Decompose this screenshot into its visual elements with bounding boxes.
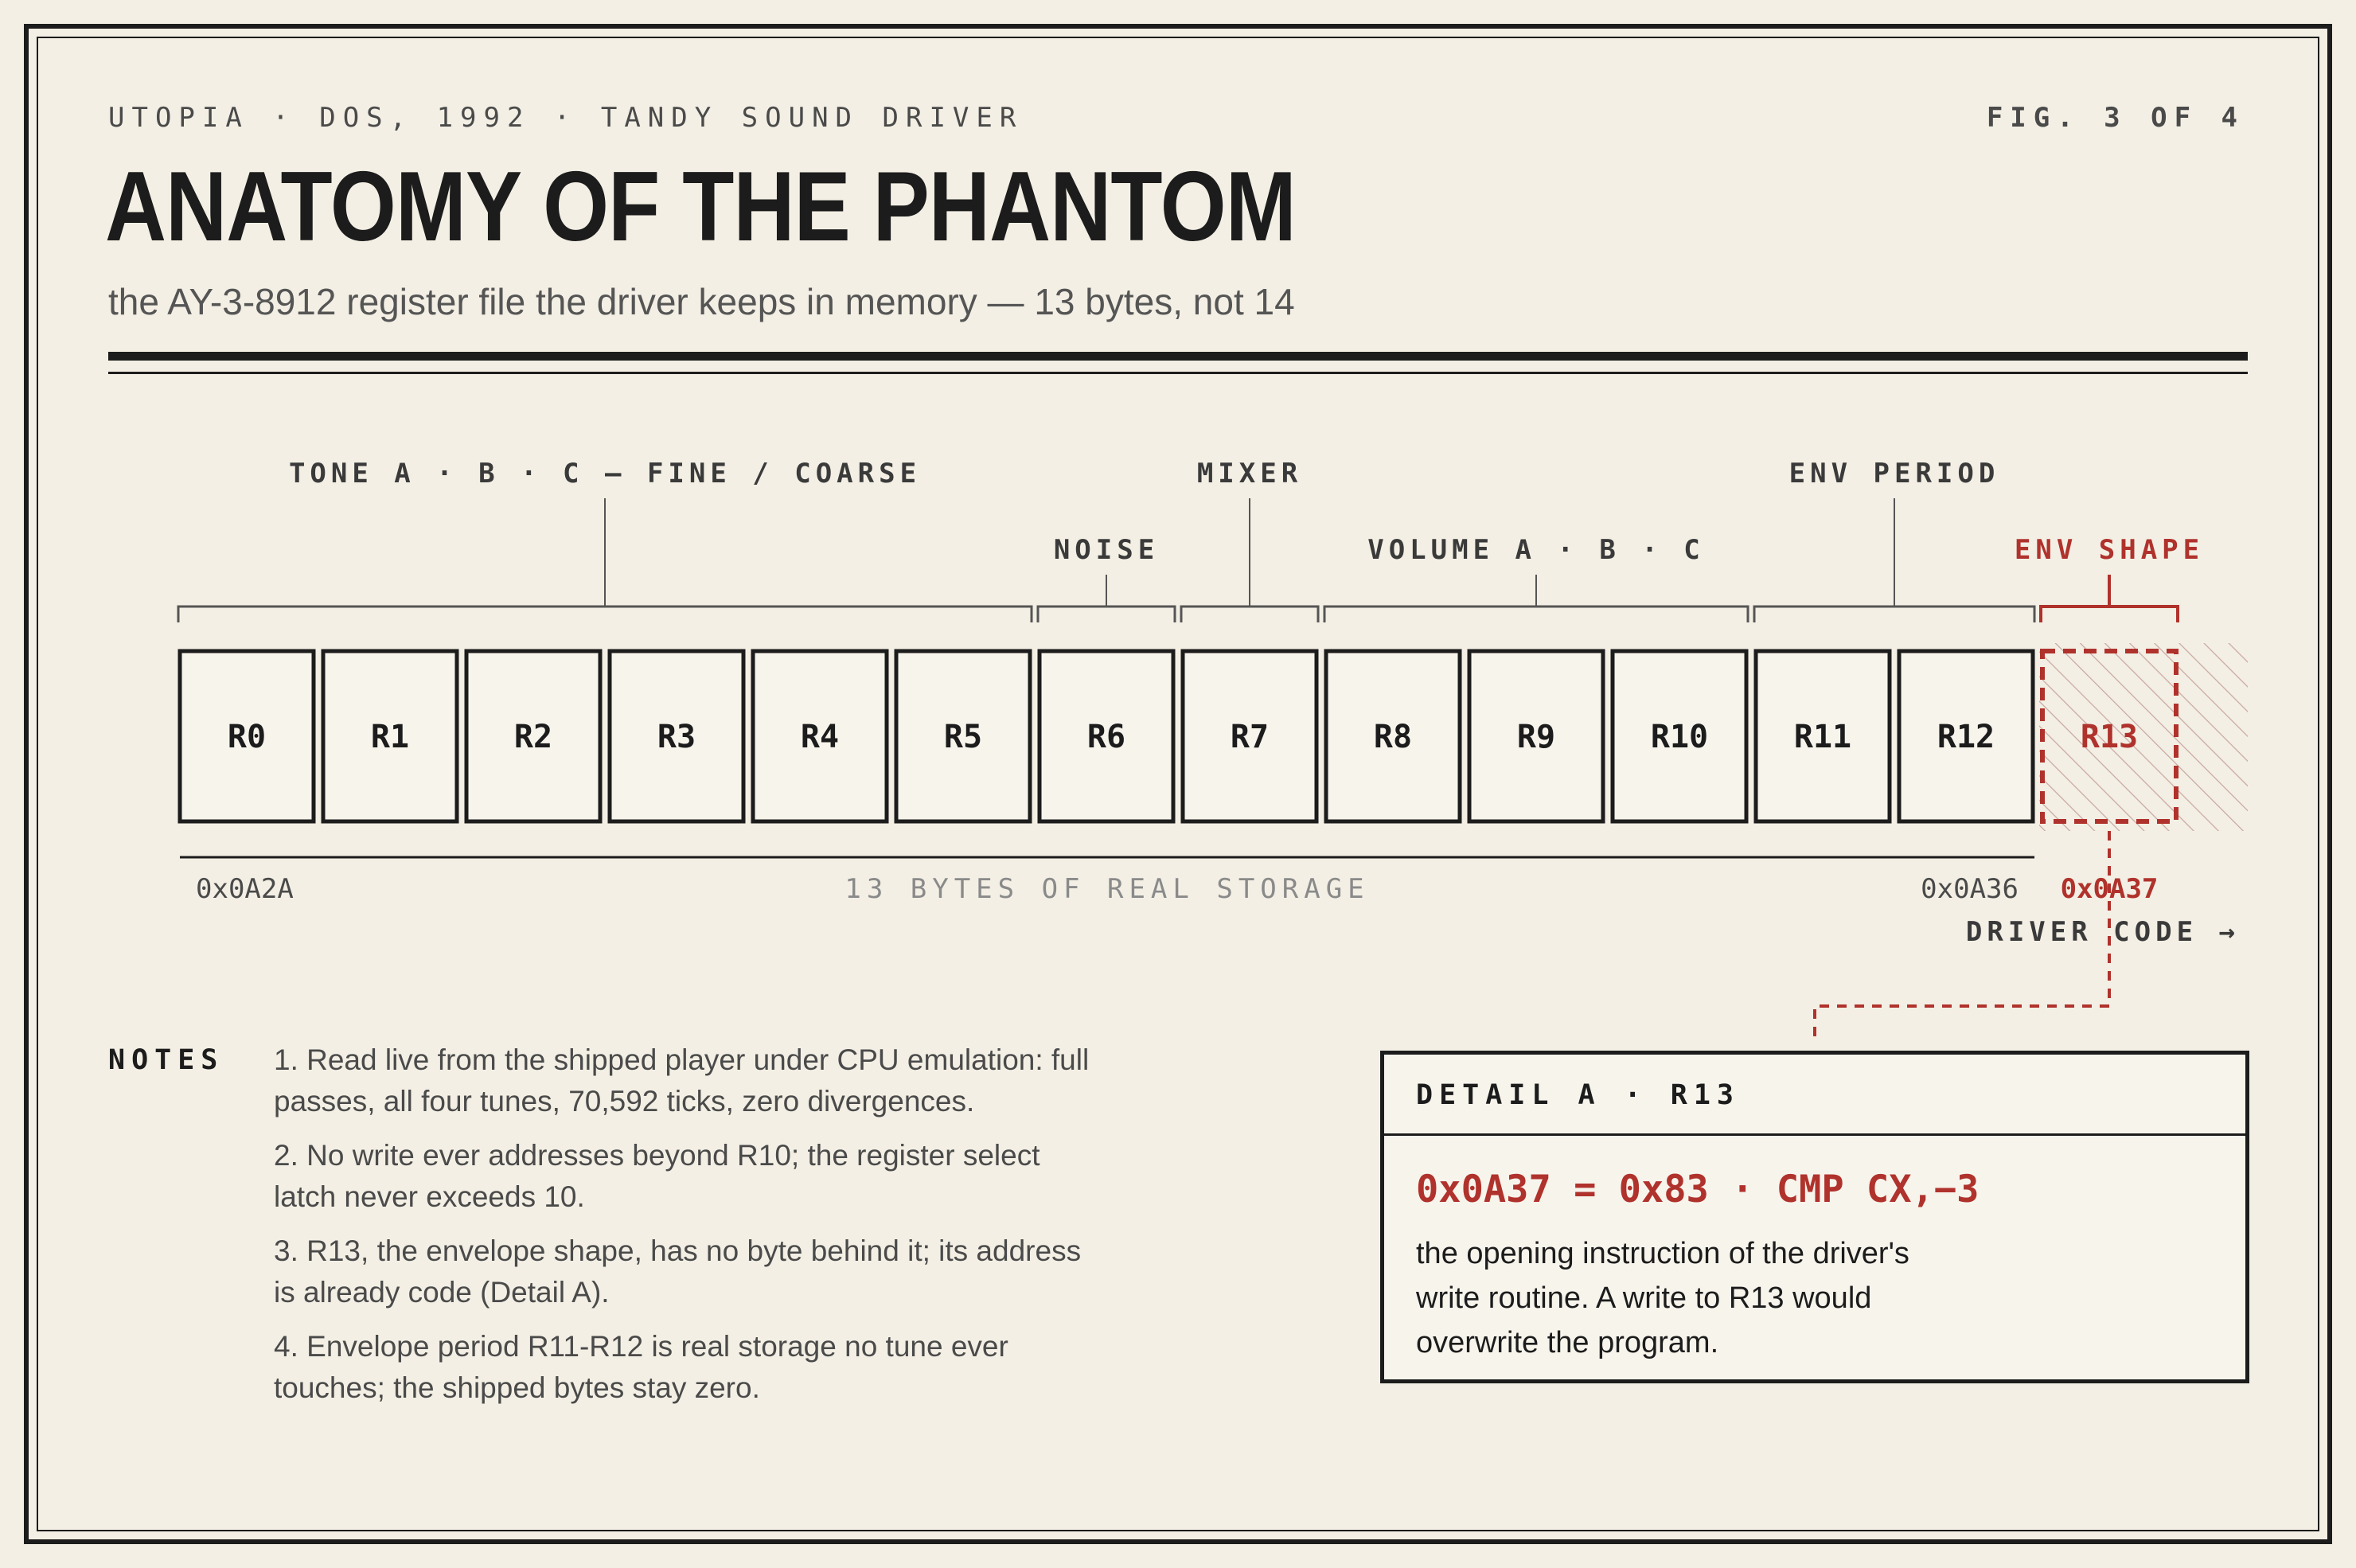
register-label: R13 [2080,719,2139,755]
register-label: R8 [1373,719,1413,755]
notes-label: NOTES [108,1044,224,1076]
register-label: R5 [943,719,983,755]
register-label: R0 [227,719,267,755]
group-bracket [1038,607,1175,622]
storage-label: 13 BYTES OF REAL STORAGE [844,873,1370,905]
register-label: R4 [800,719,840,755]
page-subtitle: the AY-3-8912 register file the driver keeps in memory — 13 bytes, not 14 [108,281,1295,322]
note-item: 1. Read live from the shipped player under CPU emulation: full passes, all four tunes, 70,592 ticks, zero divergences. [274,1043,1090,1117]
group-label: TONE A · B · C — FINE / COARSE [288,458,922,490]
address-start: 0x0A2A [196,873,294,905]
notes-list [274,1039,1094,1422]
register-label: R3 [657,719,696,755]
group-bracket [178,607,1032,622]
register-label: R11 [1793,719,1852,755]
group-bracket [1754,607,2034,622]
register-label: R7 [1230,719,1270,755]
driver-code-label: DRIVER CODE → [1965,916,2240,948]
detail-a-box [1380,1051,2249,1383]
group-label: ENV SHAPE [2014,534,2205,566]
group-bracket [1181,607,1318,622]
group-bracket [2041,607,2178,622]
group-label: NOISE [1053,534,1160,566]
register-label: R6 [1086,719,1126,755]
kicker-text: UTOPIA · DOS, 1992 · TANDY SOUND DRIVER [108,102,1024,134]
register-label: R1 [370,719,410,755]
register-label: R12 [1937,719,1995,755]
detail-code: 0x0A37 = 0x83 · CMP CX,−3 [1416,1168,1980,1211]
note-item: 3. R13, the envelope shape, has no byte behind it; its address is already code (Detail A). [274,1235,1082,1309]
detail-title: DETAIL A · R13 [1384,1055,2245,1136]
group-bracket [1324,607,1748,622]
register-label: R9 [1516,719,1556,755]
note-item: 2. No write ever addresses beyond R10; the register select latch never exceeds 10. [274,1139,1040,1213]
group-label: ENV PERIOD [1788,458,2000,490]
register-label: R10 [1650,719,1709,755]
address-phantom: 0x0A37 [2060,873,2159,905]
detail-body: the opening instruction of the driver's write routine. A write to R13 would overwrite the program. [1416,1237,1909,1359]
group-label: MIXER [1196,458,1303,490]
figure-number: FIG. 3 OF 4 [1986,102,2245,134]
page-title: ANATOMY OF THE PHANTOM [105,152,1296,262]
address-end: 0x0A36 [1921,873,2019,905]
phantom-hatch [2039,643,2248,831]
note-item: 4. Envelope period R11-R12 is real storage no tune ever touches; the shipped bytes stay zero. [274,1330,1008,1404]
group-label: VOLUME A · B · C [1367,534,1705,566]
register-label: R2 [513,719,553,755]
